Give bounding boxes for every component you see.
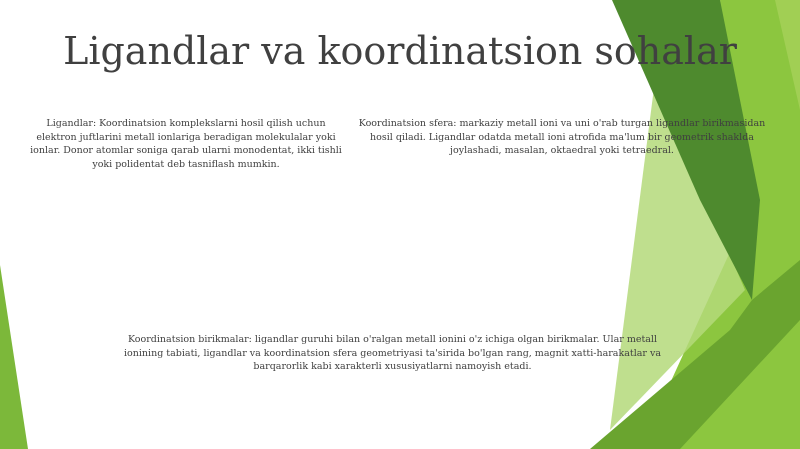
left-green-sliver — [0, 265, 28, 449]
slide-title: Ligandlar va koordinatsion sohalar — [63, 29, 737, 73]
coordination-sphere-paragraph: Koordinatsion sfera: markaziy metall ioni va uni o'rab turgan ligandlar birikmasidan hosil qiladi. Ligandlar odatda metall ioni atrofida ma'lum bir geometrik shaklda joylashadi, masalan, oktaedral yoki tetraedral. — [358, 118, 766, 156]
coordination-compounds-paragraph: Koordinatsion birikmalar: ligandlar guruhi bilan o'ralgan metall ionini o'z ichiga olgan birikmalar. Ular metall ionining tabiati, ligandlar va koordinatsion sfera geometriyasi ta'sirida bo'lgan rang, magnit xatti-harakatlar va barqarorlik kabi xarakterli xususiyatlarni namoyish etadi. — [124, 334, 661, 372]
ligands-paragraph: Ligandlar: Koordinatsion komplekslarni hosil qilish uchun elektron juftlarini metall ionlariga beradigan molekulalar yoki ionlar. Donor atomlar soniga qarab ularni monodentat, ikki tishli yoki polidentat deb tasniflash mumkin. — [30, 118, 342, 170]
